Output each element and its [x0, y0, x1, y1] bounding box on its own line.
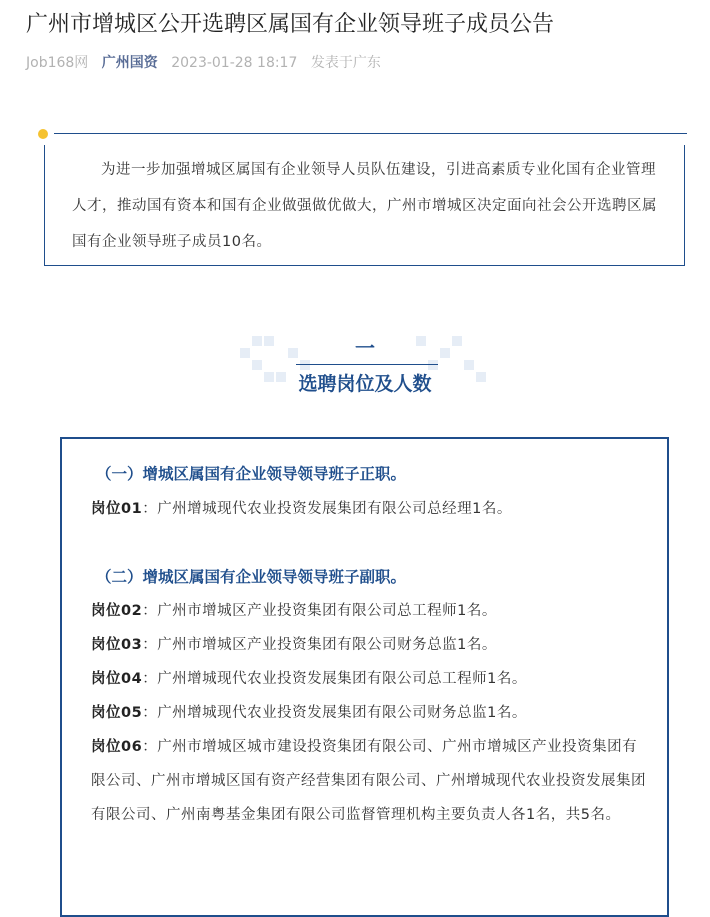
position-separator: ：: [142, 637, 158, 653]
position-text: 广州增城现代农业投资发展集团有限公司总经理1名。: [157, 501, 512, 517]
position-text: 广州增城现代农业投资发展集团有限公司总工程师1名。: [157, 671, 527, 687]
meta-location: 发表于广东: [310, 55, 381, 71]
section-heading-rule: [296, 364, 438, 365]
intro-dot-icon: [38, 129, 48, 139]
position-text: 广州市增城区产业投资集团有限公司财务总监1名。: [157, 637, 497, 653]
position-item: [91, 492, 647, 526]
position-text: 广州市增城区产业投资集团有限公司总工程师1名。: [157, 603, 497, 619]
article-title: 广州市增城区公开选聘区属国有企业领导班子成员公告: [26, 12, 555, 37]
position-item: [91, 628, 647, 662]
group-title: （一）增城区属国有企业领导领导班子正职。: [96, 465, 407, 483]
position-item: [91, 662, 647, 696]
position-text: 广州增城现代农业投资发展集团有限公司财务总监1名。: [157, 705, 527, 721]
position-code: 岗位03: [91, 637, 143, 653]
position-separator: ：: [142, 603, 158, 619]
position-separator: ：: [142, 705, 158, 721]
group-title: （二）增城区属国有企业领导领导班子副职。: [96, 568, 407, 586]
position-item: [91, 696, 647, 730]
article-meta: [26, 52, 390, 74]
position-code: 岗位01: [91, 501, 143, 517]
intro-top-rule: [54, 133, 687, 134]
position-code: 岗位06: [91, 739, 143, 755]
position-item: [91, 730, 647, 832]
section-heading: 选聘岗位及人数: [298, 373, 432, 395]
position-text: 广州市增城区城市建设投资集团有限公司、广州市增城区产业投资集团有限公司、广州市增城区国有资产经营集团有限公司、广州增城现代农业投资发展集团有限公司、广州南粤基金集团有限公司监督管理机构主要负责人各1名，共5名。: [91, 739, 646, 823]
position-code: 岗位05: [91, 705, 143, 721]
position-separator: ：: [142, 739, 158, 755]
meta-account-link[interactable]: 广州国资: [101, 55, 158, 71]
meta-source: Job168网: [26, 55, 89, 71]
intro-paragraph: 为进一步加强增城区属国有企业领导人员队伍建设，引进高素质专业化国有企业管理人才，推动国有资本和国有企业做强做优做大，广州市增城区决定面向社会公开选聘区属国有企业领导班子成员10名。: [72, 162, 657, 250]
section-number: 一: [355, 336, 375, 360]
position-code: 岗位04: [91, 671, 143, 687]
position-separator: ：: [142, 501, 158, 517]
position-separator: ：: [142, 671, 158, 687]
position-item: [91, 594, 647, 628]
position-code: 岗位02: [91, 603, 143, 619]
meta-datetime: 2023-01-28 18:17: [171, 55, 298, 71]
